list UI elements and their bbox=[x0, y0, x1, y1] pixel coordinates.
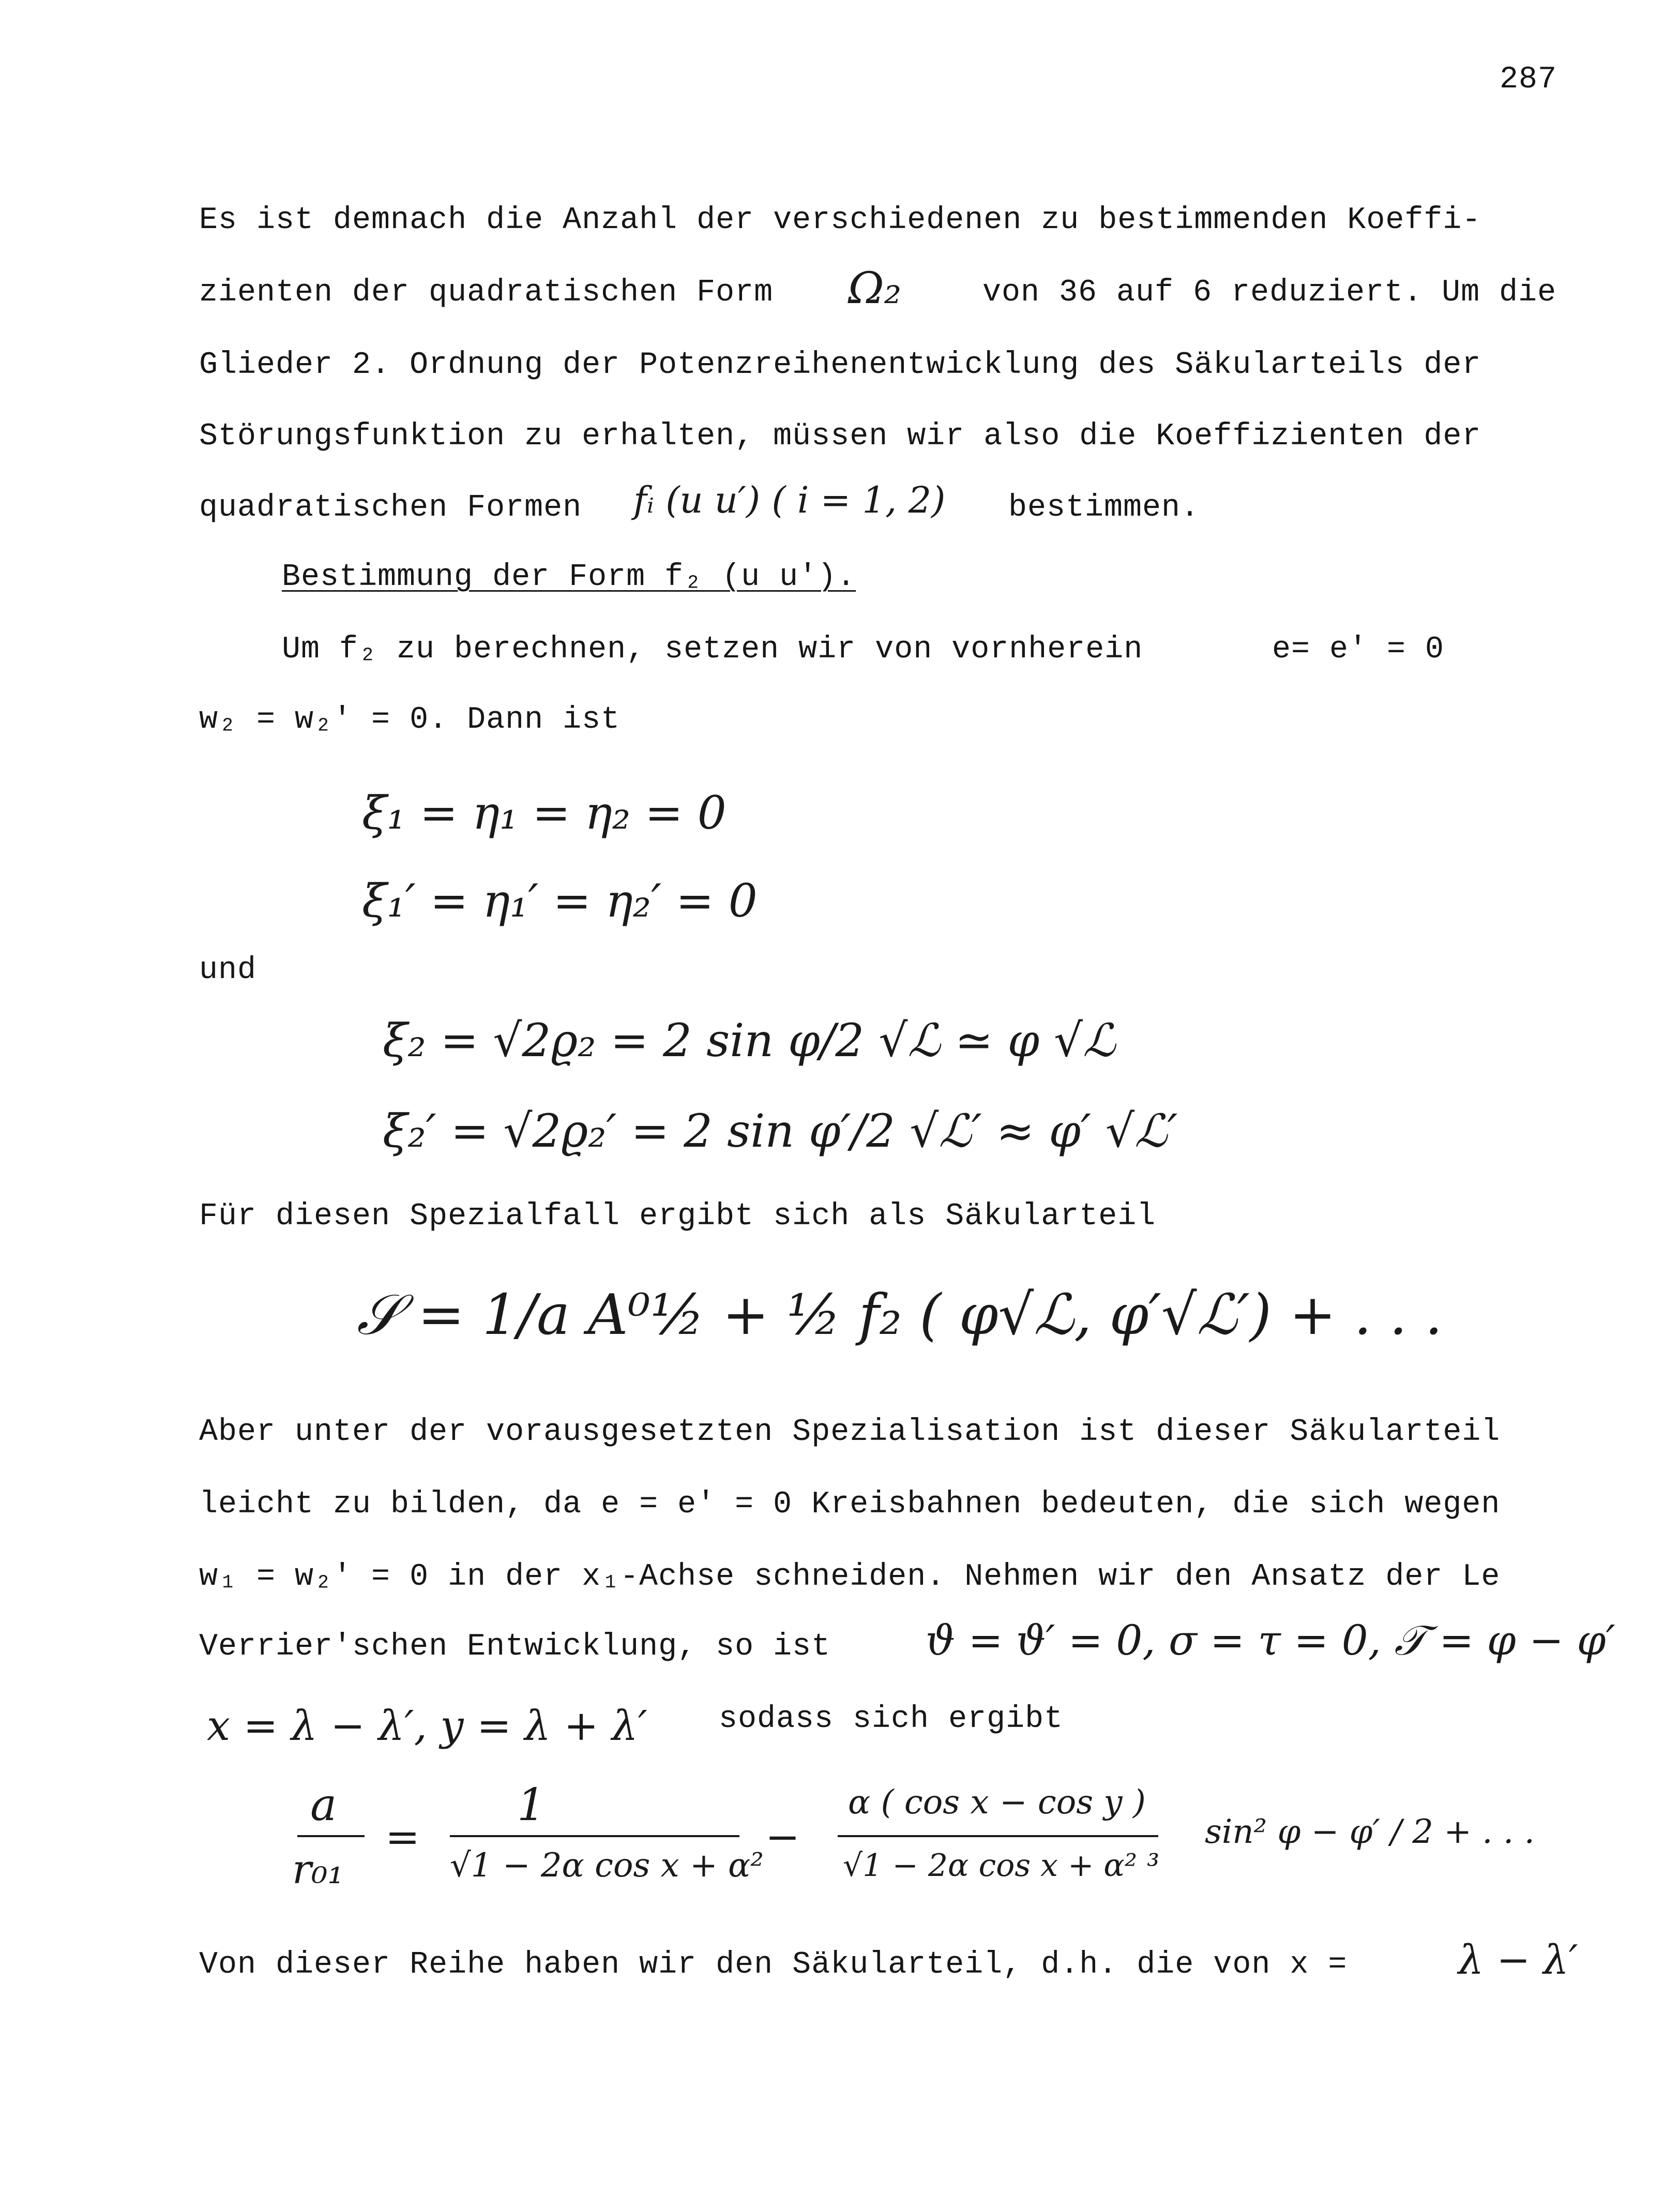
term2-tail: sin² φ − φ′ / 2 + . . . bbox=[1205, 1813, 1535, 1851]
lhs-fraction-line bbox=[297, 1835, 365, 1837]
text-line: Störungsfunktion zu erhalten, müssen wir also die Koeffizienten der bbox=[199, 419, 1481, 454]
term1-fraction-line bbox=[450, 1835, 739, 1837]
fi-formula: fᵢ (u u′) ( i = 1, 2) bbox=[633, 479, 946, 521]
text-line: Von dieser Reihe haben wir den Säkularteil, d.h. die von x = bbox=[199, 1947, 1348, 1982]
text-line: und bbox=[199, 953, 257, 988]
term2-numerator: α ( cos x − cos y ) bbox=[848, 1783, 1146, 1822]
equation-2: ξ₁′ = η₁′ = η₂′ = 0 bbox=[362, 874, 758, 927]
text-line: von 36 auf 6 reduziert. Um die bbox=[982, 275, 1557, 310]
equation-4: ξ₂′ = √2ϱ₂′ = 2 sin φ′/2 √ℒ′ ≈ φ′ √ℒ′ bbox=[383, 1104, 1178, 1158]
xy-formula: x = λ − λ′, y = λ + λ′ bbox=[207, 1702, 647, 1750]
term2-fraction-line bbox=[838, 1835, 1158, 1837]
lhs-numerator: a bbox=[310, 1779, 337, 1831]
text-line: w₁ = w₂′ = 0 in der x₁-Achse schneiden. Nehmen wir den Ansatz der Le bbox=[199, 1559, 1501, 1595]
text-line: w₂ = w₂′ = 0. Dann ist bbox=[199, 702, 620, 738]
text-line: Verrier'schen Entwicklung, so ist bbox=[199, 1629, 831, 1664]
text-line: quadratischen Formen bbox=[199, 490, 582, 525]
text-line: bestimmen. bbox=[1008, 490, 1200, 525]
term1-numerator: 1 bbox=[517, 1779, 546, 1831]
text-line: Aber unter der vorausgesetzten Spezialisation ist dieser Säkularteil bbox=[199, 1415, 1501, 1450]
text-line: Für diesen Spezialfall ergibt sich als Säkularteil bbox=[199, 1199, 1156, 1234]
text-line: leicht zu bilden, da e = e′ = 0 Kreisbahnen bedeuten, die sich wegen bbox=[199, 1487, 1501, 1522]
equals-sign: = bbox=[385, 1813, 420, 1861]
term1-denominator: √1 − 2α cos x + α² bbox=[450, 1846, 764, 1885]
omega-symbol: Ω₂ bbox=[848, 263, 902, 313]
equation-1: ξ₁ = η₁ = η₂ = 0 bbox=[362, 786, 727, 839]
equation-3: ξ₂ = √2ϱ₂ = 2 sin φ/2 √ℒ ≃ φ √ℒ bbox=[383, 1014, 1116, 1067]
text-line: e= e′ = 0 bbox=[1272, 632, 1445, 667]
text-line: Um f₂ zu berechnen, setzen wir von vornherein bbox=[282, 632, 1143, 667]
minus-sign: − bbox=[765, 1813, 800, 1861]
text-line: sodass sich ergibt bbox=[719, 1702, 1064, 1737]
page-number: 287 bbox=[1500, 62, 1557, 97]
equation-5: 𝒮 = 1/a A⁰½ + ½ f₂ ( φ√ℒ, φ′√ℒ′) + . . . bbox=[357, 1283, 1443, 1347]
text-line: Es ist demnach die Anzahl der verschiedenen zu bestimmenden Koeffi- bbox=[199, 203, 1481, 238]
text-line: Glieder 2. Ordnung der Potenzreihenentwicklung des Säkularteils der bbox=[199, 348, 1481, 383]
lhs-denominator: r₀₁ bbox=[292, 1846, 344, 1893]
term2-denominator: √1 − 2α cos x + α² ³ bbox=[843, 1847, 1160, 1884]
lambda-formula: λ − λ′ bbox=[1458, 1937, 1578, 1984]
text-line: zienten der quadratischen Form bbox=[199, 275, 774, 310]
section-heading: Bestimmung der Form f₂ (u u′). bbox=[282, 560, 856, 595]
specialisation-formula: ϑ = ϑ′ = 0, σ = τ = 0, 𝒯 = φ − φ′ bbox=[926, 1616, 1615, 1664]
